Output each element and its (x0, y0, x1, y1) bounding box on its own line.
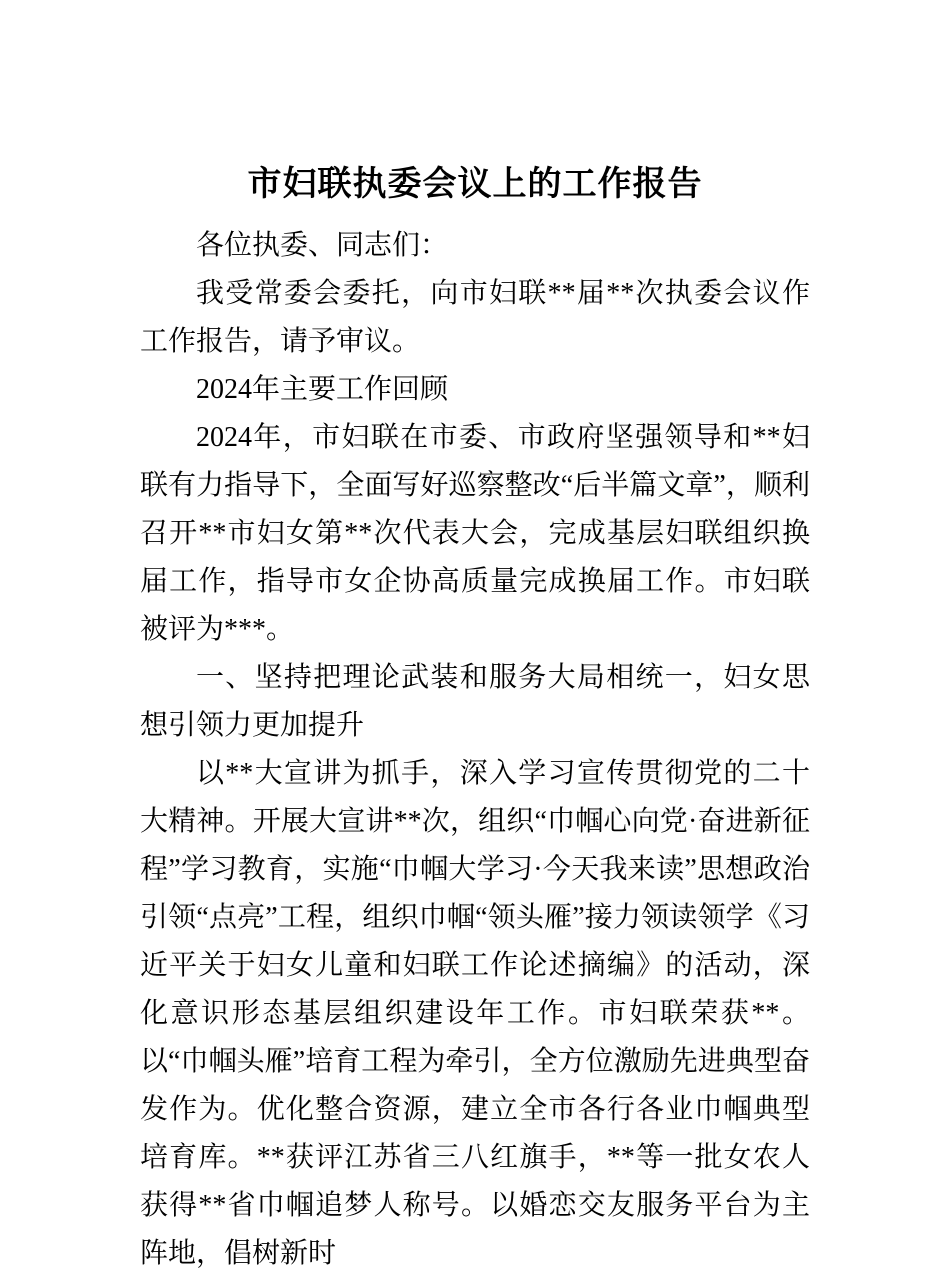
paragraph-section-heading-review: 2024年主要工作回顾 (196, 374, 449, 405)
paragraph-review-summary: 2024年，市妇联在市委、市政府坚强领导和**妇联有力指导下，全面写好巡察整改“后半篇文章”，顺利召开**市妇女第**次代表大会，完成基层妇联组织换届工作，指导市女企协高质量完成换届工作。市妇联被评为***。 (140, 422, 810, 645)
paragraph-section-one-body: 以**大宣讲为抓手，深入学习宣传贯彻党的二十大精神。开展大宣讲**次，组织“巾帼心向党·奋进新征程”学习教育，实施“巾帼大学习·今天我来读”思想政治引领“点亮”工程，组织巾帼“领头雁”接力领读领学《习近平关于妇女儿童和妇联工作论述摘编》的活动，深化意识形态基层组织建设年工作。市妇联荣获**。以“巾帼头雁”培育工程为牵引，全方位激励先进典型奋发作为。优化整合资源，建立全市各行各业巾帼典型培育库。**获评江苏省三八红旗手，**等一批女农人获得**省巾帼追梦人称号。以婚恋交友服务平台为主阵地，倡树新时 (140, 758, 810, 1269)
paragraph-section-heading-one: 一、坚持把理论武装和服务大局相统一，妇女思想引领力更加提升 (140, 662, 810, 741)
paragraph-salutation: 各位执委、同志们： (196, 230, 449, 261)
paragraph-intro: 我受常委会委托，向市妇联**届**次执委会议作工作报告，请予审议。 (140, 278, 810, 357)
document-title: 市妇联执委会议上的工作报告 (247, 166, 703, 203)
